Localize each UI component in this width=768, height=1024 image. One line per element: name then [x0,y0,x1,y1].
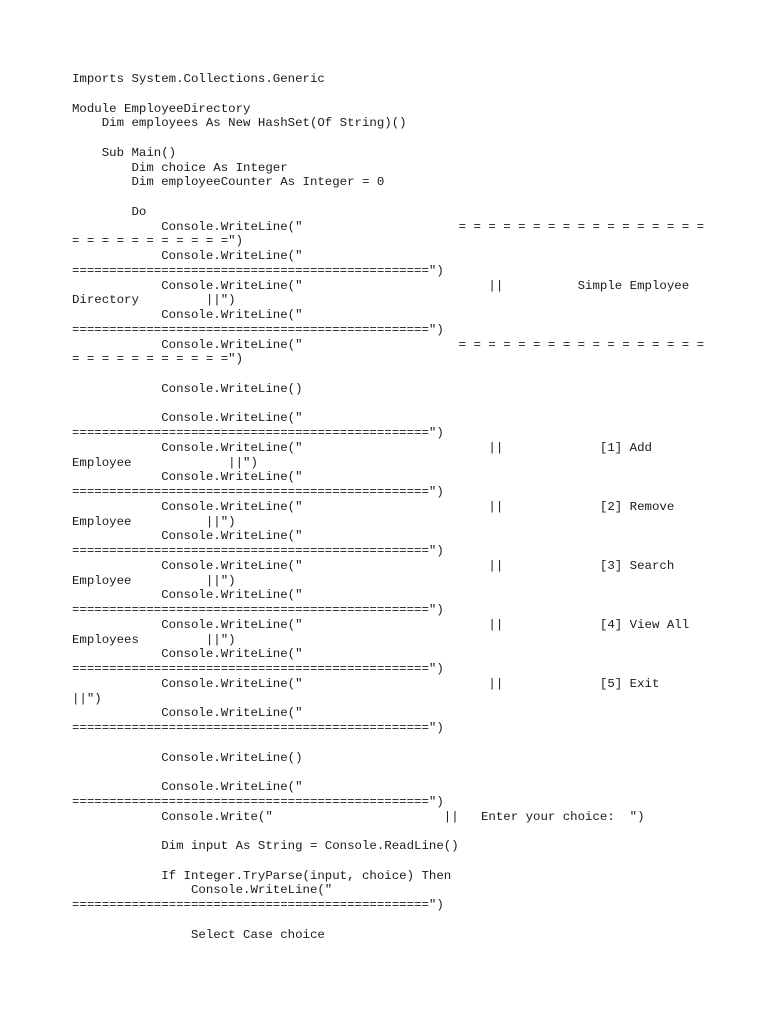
code-line: Console.WriteLine(" || [4] View All [72,617,690,632]
code-line: If Integer.TryParse(input, choice) Then [72,868,452,883]
code-line: ================================================") [72,898,444,912]
code-line: Dim employeeCounter As Integer = 0 [72,175,385,190]
code-line: Console.WriteLine() [72,750,303,765]
code-line [72,190,712,205]
code-line [72,736,712,751]
code-listing [72,72,712,942]
code-line: Imports System.Collections.Generic [72,72,325,86]
code-line: Console.WriteLine(" [72,780,303,794]
code-line: Dim choice As Integer [72,160,288,175]
code-line: Console.WriteLine(" || Simple Employee [72,278,690,293]
code-line: Select Case choice [72,927,325,942]
code-line: ||") [72,691,102,706]
code-line: Dim employees As New HashSet(Of String)() [72,116,407,131]
code-line: Do [72,204,147,219]
code-line: Directory ||") [72,293,236,308]
code-line [72,367,712,382]
code-line: Console.WriteLine(" || [5] Exit [72,676,660,691]
code-line: Console.WriteLine(" [72,647,303,662]
code-line: Console.WriteLine(" [72,883,333,898]
code-line: ================================================") [72,263,444,278]
code-line: Console.WriteLine(" = = = = = = = = = = = = = = = = = [72,219,705,234]
code-line: Console.WriteLine(" || [2] Remove [72,499,675,514]
code-line: Console.WriteLine(" [72,249,303,263]
code-line: = = = = = = = = = = =") [72,352,244,367]
code-line: Console.WriteLine(" [72,529,303,544]
code-line [72,131,712,146]
code-line: = = = = = = = = = = =") [72,234,244,249]
code-line: Module EmployeeDirectory [72,101,251,116]
code-line: ================================================") [72,426,444,440]
code-line: Console.WriteLine(" [72,470,303,485]
code-line: Console.Write(" || Enter your choice: ") [72,809,645,824]
code-line [72,824,712,839]
code-line [72,854,712,869]
code-line [72,913,712,928]
code-line: Console.WriteLine(" [72,588,303,603]
code-line: Console.WriteLine(" || [1] Add [72,440,652,455]
code-line: Console.WriteLine(" [72,706,303,721]
code-line: Console.WriteLine(" [72,308,303,322]
code-line [72,87,712,102]
code-line: Employees ||") [72,632,236,647]
code-line: Dim input As String = Console.ReadLine() [72,839,459,853]
code-line: ================================================") [72,544,444,558]
code-line: Employee ||") [72,514,236,529]
code-line [72,765,712,780]
code-line: ================================================") [72,662,444,676]
code-line: Employee ||") [72,573,236,588]
code-line: ================================================") [72,794,444,809]
code-line: Console.WriteLine(" = = = = = = = = = = = = = = = = = [72,337,705,352]
code-line: Console.WriteLine(" || [3] Search [72,558,675,573]
code-line: Sub Main() [72,145,177,160]
code-line: ================================================") [72,721,444,735]
code-line: ================================================") [72,603,444,617]
code-line: ================================================") [72,322,444,337]
code-line: ================================================") [72,485,444,499]
code-line [72,397,712,412]
code-line: Employee ||") [72,455,258,470]
code-line: Console.WriteLine() [72,381,303,396]
code-line: Console.WriteLine(" [72,411,303,426]
